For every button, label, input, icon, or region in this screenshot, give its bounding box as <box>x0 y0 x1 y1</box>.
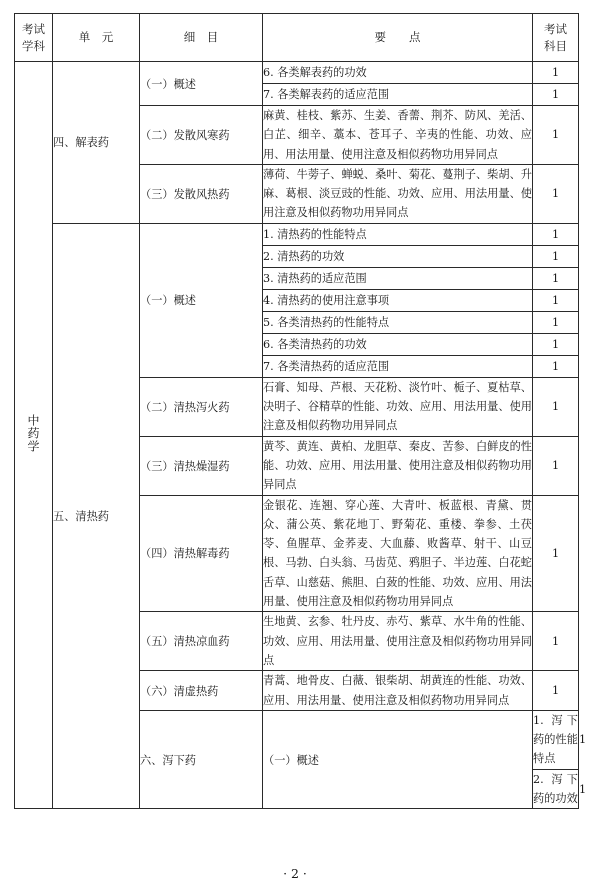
table-row: 2. 泻下药的功效 1 <box>15 769 579 809</box>
subject-cell <box>15 62 53 809</box>
header-count: 考试科目 <box>533 14 579 62</box>
count-cell: 1 <box>533 106 579 165</box>
item-cell: （一）概述 <box>140 62 263 106</box>
point-cell: 1. 清热药的性能特点 <box>263 223 533 245</box>
table-row <box>15 223 579 245</box>
subject-label: 中药学 <box>26 414 40 454</box>
item-cell: （六）清虚热药 <box>140 671 263 711</box>
unit-cell: 四、解表药 <box>53 62 140 224</box>
count-cell: 1 <box>533 62 579 84</box>
header-item: 细 目 <box>140 14 263 62</box>
item-cell: （一）概述 <box>263 710 533 808</box>
point-cell: 青蒿、地骨皮、白薇、银柴胡、胡黄连的性能、功效、应用、用法用量、使用注意及相似药物功用异同点 <box>263 671 533 711</box>
point-cell: 6. 各类解表药的功效 <box>263 62 533 84</box>
syllabus-table <box>14 13 587 809</box>
point-cell: 金银花、连翘、穿心莲、大青叶、板蓝根、青黛、贯众、蒲公英、紫花地丁、野菊花、重楼、拳参、土茯苓、鱼腥草、金荞麦、大血藤、败酱草、射干、山豆根、马勃、白头翁、马齿苋、鸦胆子、半边莲、白花蛇舌草、山慈菇、熊胆、白蔹的性能、功效、应用、用法用量、使用注意及相似药物功用异同点 <box>263 495 533 612</box>
count-cell: 1 <box>533 436 579 495</box>
point-cell: 2. 泻下药的功效 <box>533 769 579 809</box>
item-cell: （四）清热解毒药 <box>140 495 263 612</box>
point-cell: 石膏、知母、芦根、天花粉、淡竹叶、栀子、夏枯草、决明子、谷精草的性能、功效、应用、用法用量、使用注意及相似药物功用异同点 <box>263 377 533 436</box>
count-cell: 1 <box>533 289 579 311</box>
point-cell: 7. 各类清热药的适应范围 <box>263 355 533 377</box>
header-points: 要 点 <box>263 14 533 62</box>
header-unit: 单 元 <box>53 14 140 62</box>
table-row <box>15 62 579 84</box>
count-cell: 1 <box>533 267 579 289</box>
count-cell: 1 <box>533 245 579 267</box>
table-body <box>15 62 587 809</box>
point-cell: 薄荷、牛蒡子、蝉蜕、桑叶、菊花、蔓荆子、柴胡、升麻、葛根、淡豆豉的性能、功效、应用、用法用量、使用注意及相似药物功用异同点 <box>263 164 533 223</box>
point-cell: 1. 泻下药的性能特点 <box>533 710 579 769</box>
table-header <box>15 14 579 62</box>
item-cell: （二）清热泻火药 <box>140 377 263 436</box>
count-cell: 1 <box>533 355 579 377</box>
item-cell: （一）概述 <box>140 223 263 377</box>
unit-cell: 六、泻下药 <box>140 710 263 808</box>
count-cell: 1 <box>533 495 579 612</box>
count-cell: 1 <box>533 377 579 436</box>
item-cell: （三）清热燥湿药 <box>140 436 263 495</box>
table-row: 六、泻下药 （一）概述 1. 泻下药的性能特点 1 <box>15 710 579 769</box>
point-cell: 黄芩、黄连、黄柏、龙胆草、秦皮、苦参、白鲜皮的性能、功效、应用、用法用量、使用注意及相似药物功用异同点 <box>263 436 533 495</box>
count-cell: 1 <box>533 311 579 333</box>
point-cell: 5. 各类清热药的性能特点 <box>263 311 533 333</box>
count-cell: 1 <box>533 164 579 223</box>
count-cell: 1 <box>533 333 579 355</box>
header-subject: 考试学科 <box>15 14 53 62</box>
point-cell: 7. 各类解表药的适应范围 <box>263 84 533 106</box>
count-cell: 1 <box>533 223 579 245</box>
point-cell: 3. 清热药的适应范围 <box>263 267 533 289</box>
page-number: · 2 · <box>283 866 307 881</box>
point-cell: 生地黄、玄参、牡丹皮、赤芍、紫草、水牛角的性能、功效、应用、用法用量、使用注意及相似药物功用异同点 <box>263 612 533 671</box>
point-cell: 麻黄、桂枝、紫苏、生姜、香薷、荆芥、防风、羌活、白芷、细辛、藁本、苍耳子、辛夷的性能、功效、应用、用法用量、使用注意及相似药物功用异同点 <box>263 106 533 165</box>
item-cell: （五）清热凉血药 <box>140 612 263 671</box>
item-cell: （三）发散风热药 <box>140 164 263 223</box>
count-cell: 1 <box>533 612 579 671</box>
item-cell: （二）发散风寒药 <box>140 106 263 165</box>
point-cell: 2. 清热药的功效 <box>263 245 533 267</box>
unit-cell: 五、清热药 <box>53 223 140 809</box>
count-cell: 1 <box>533 84 579 106</box>
point-cell: 6. 各类清热药的功效 <box>263 333 533 355</box>
count-cell: 1 <box>533 671 579 711</box>
point-cell: 4. 清热药的使用注意事项 <box>263 289 533 311</box>
